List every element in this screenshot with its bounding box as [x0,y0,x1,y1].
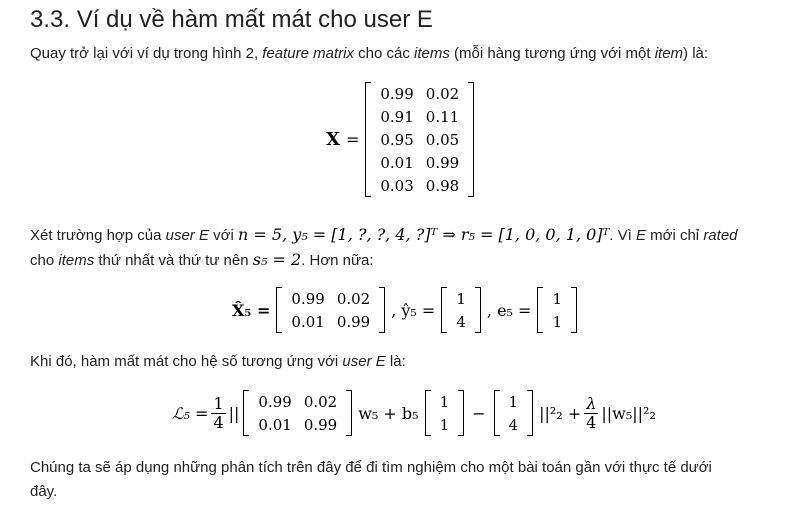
loss-vector-y-row [503,413,525,436]
matrix-x-equation: X = 0.99 0.02 0.91 0.11 0.95 0.05 0.01 0.99 0.03 0.98 [326,82,474,197]
vector-e5-cell: 1 [552,312,562,331]
loss-vector-y-cell: 4 [508,415,519,434]
vector-yhat [441,287,481,333]
loss-vector-ones-row [434,390,456,413]
matrix-x-cell: 0.91 [380,107,414,126]
matrix-xhat [276,287,385,333]
vector-yhat-cell: 1 [456,289,466,308]
closing-paragraph: Chúng ta sẽ áp dụng những phân tích trên đây để đi tìm nghiệm cho một bài toán gần với thực tế dưới đây. [30,459,712,500]
matrix-x-row [374,174,465,197]
loss-matrix-cell: 0.01 [258,415,292,434]
matrix-x [365,82,474,197]
loss-matrix-row [252,390,343,413]
loss-vector-ones-cell: 1 [439,392,450,411]
loss-vector-ones-row [434,413,456,436]
matrix-x-row [374,105,465,128]
matrix-xhat-cell: 0.99 [336,312,371,331]
matrix-xhat-row [285,310,376,333]
frac-lambda-quarter: $\frac{\lambda}{4}$ [586,393,597,432]
matrix-x-cell: 0.99 [425,153,460,172]
matrix-x-cell: 0.99 [380,84,414,103]
matrix-x-row [374,128,465,151]
matrix-xhat-cell: 0.01 [291,312,325,331]
vector-e5-row [546,287,568,310]
loss-paragraph: Khi đó, hàm mất mát cho hệ số tương ứng với user E là: [30,353,406,370]
loss-matrix-cell: 0.99 [258,392,292,411]
vector-yhat-row [450,287,472,310]
loss-vector-y [494,390,534,436]
matrix-x-cell: 0.95 [380,130,414,149]
matrix-x-cell: 0.11 [425,107,460,126]
subset-equation: X̂₅ = 0.99 0.02 0.01 0.99 , ŷ₅ = 1 4 , e₅ = 1 1 [232,287,577,333]
matrix-x-cell: 0.01 [380,153,414,172]
loss-vector-y-cell: 1 [508,392,519,411]
section-heading: 3.3. Ví dụ về hàm mất mát cho user E [30,6,433,33]
matrix-x-cell: 0.03 [380,176,414,195]
loss-matrix-cell: 0.99 [303,415,338,434]
loss-equation: ℒ₅ = $\frac{1}{4}$ || 0.99 0.02 0.01 0.99 w₅ + b₅ 1 1 − 1 4 ||²₂ + $\frac{\lambda}{4}$ ||w₅||²₂ [172,390,656,436]
matrix-x-row [374,151,465,174]
vector-e5 [537,287,577,333]
case-paragraph: Xét trường hợp của user E với n = 5, y₅ = [1, ?, ?, 4, ?]ᵀ ⇒ r₅ = [1, 0, 0, 1, 0]ᵀ. Vì E mới chỉ rated cho items thứ nhất và thứ tư nên s₅ = 2. Hơn nữa: [30,225,738,269]
matrix-x-row [374,82,465,105]
matrix-x-cell: 0.05 [425,130,460,149]
frac-one-quarter: $\frac{1}{4}$ [213,393,224,432]
matrix-xhat-cell: 0.02 [336,289,371,308]
loss-vector-ones [425,390,465,436]
loss-matrix-row [252,413,343,436]
matrix-x-symbol: X [326,129,340,150]
loss-vector-y-row [503,390,525,413]
loss-matrix-cell: 0.02 [303,392,338,411]
vector-e5-row [546,310,568,333]
vector-yhat-row [450,310,472,333]
loss-vector-ones-cell: 1 [439,415,450,434]
matrix-xhat-cell: 0.99 [291,289,325,308]
vector-e5-cell: 1 [552,289,562,308]
vector-yhat-cell: 4 [456,312,466,331]
loss-matrix [243,390,352,436]
matrix-xhat-row [285,287,376,310]
matrix-x-cell: 0.02 [425,84,460,103]
intro-paragraph: Quay trở lại với ví dụ trong hình 2, feature matrix cho các items (mỗi hàng tương ứng với một item) là: [30,45,709,62]
matrix-x-cell: 0.98 [425,176,460,195]
